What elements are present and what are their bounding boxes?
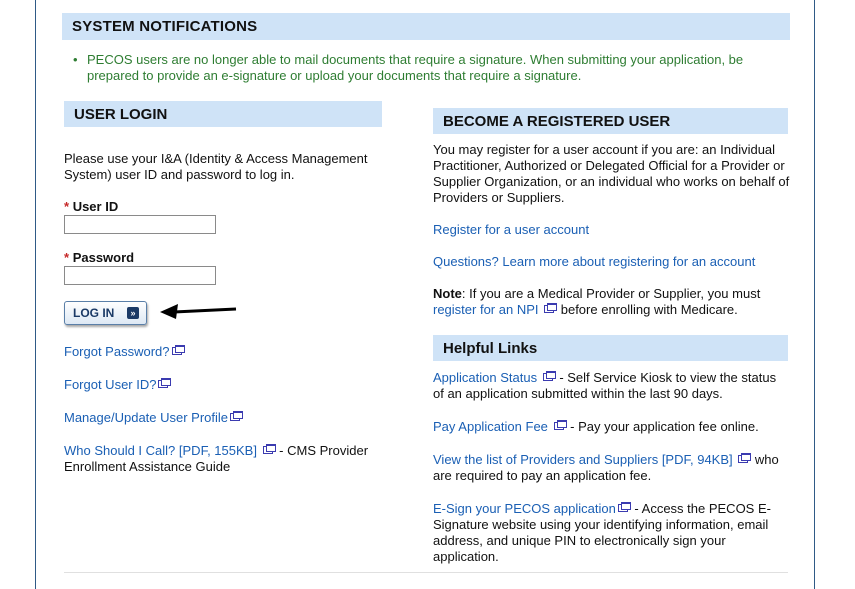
helpful-link-item: Pay Application Fee - Pay your application fee online.	[433, 419, 759, 434]
forgot-password-link[interactable]: Forgot Password?	[64, 344, 185, 360]
register-intro: You may register for a user account if you are: an Individual Practitioner, Authorized or Delegated Official for a Provider or Supplier Organization, or an individual who works on behalf of Providers or Suppliers.	[433, 142, 790, 205]
forgot-user-id-link[interactable]: Forgot User ID?	[64, 377, 171, 393]
register-account-link[interactable]: Register for a user account	[433, 222, 590, 237]
required-mark: *	[64, 199, 70, 214]
who-should-i-call: Who Should I Call? [PDF, 155KB] - CMS Provider Enrollment Assistance Guide	[64, 443, 369, 474]
external-window-icon	[543, 371, 556, 381]
user-login-header: USER LOGIN	[64, 101, 382, 127]
become-registered-header: BECOME A REGISTERED USER	[433, 108, 788, 134]
register-npi-link[interactable]: register for an NPI	[433, 302, 539, 317]
external-window-icon	[158, 378, 171, 388]
required-mark: *	[64, 250, 70, 265]
helpful-link-item: E-Sign your PECOS application - Access the PECOS E-Signature website using your identifying information, email address, and unique PIN to electronically sign your application.	[433, 501, 771, 564]
notification-bullet: •	[73, 52, 78, 67]
providers-suppliers-list-link[interactable]: View the list of Providers and Suppliers [PDF, 94KB]	[433, 452, 733, 467]
external-window-icon	[618, 502, 631, 512]
external-window-icon	[172, 345, 185, 355]
login-button[interactable]: LOG IN »	[64, 301, 147, 325]
application-status-link[interactable]: Application Status	[433, 370, 538, 385]
password-label: * Password	[64, 250, 135, 265]
double-chevron-right-icon: »	[127, 307, 139, 319]
manage-profile-link[interactable]: Manage/Update User Profile	[64, 410, 243, 426]
external-window-icon	[263, 444, 276, 454]
password-input[interactable]	[64, 266, 216, 285]
divider	[64, 572, 788, 573]
user-id-input[interactable]	[64, 215, 216, 234]
helpful-link-item: View the list of Providers and Suppliers [PDF, 94KB] who are required to pay an application fee.	[433, 452, 779, 483]
external-window-icon	[554, 420, 567, 430]
external-window-icon	[738, 453, 751, 463]
questions-link[interactable]: Questions? Learn more about registering for an account	[433, 254, 756, 269]
npi-note: Note: If you are a Medical Provider or Supplier, you must register for an NPI before enrolling with Medicare.	[433, 286, 761, 317]
external-window-icon	[230, 411, 243, 421]
notification-text: PECOS users are no longer able to mail documents that require a signature. When submitting your application, be prepared to provide an e-signature or upload your documents that require a signature.	[87, 52, 744, 83]
login-intro: Please use your I&A (Identity & Access Management System) user ID and password to log in.	[64, 151, 368, 182]
system-notifications-header: SYSTEM NOTIFICATIONS	[62, 13, 790, 40]
helpful-link-item: Application Status - Self Service Kiosk to view the status of an application submitted within the last 90 days.	[433, 370, 777, 401]
who-should-i-call-link[interactable]: Who Should I Call? [PDF, 155KB]	[64, 443, 257, 458]
helpful-links-header: Helpful Links	[433, 335, 788, 361]
external-window-icon	[544, 303, 557, 313]
user-id-label: * User ID	[64, 199, 119, 214]
arrow-left-icon	[158, 300, 240, 322]
e-sign-application-link[interactable]: E-Sign your PECOS application	[433, 501, 616, 516]
pay-application-fee-link[interactable]: Pay Application Fee	[433, 419, 548, 434]
